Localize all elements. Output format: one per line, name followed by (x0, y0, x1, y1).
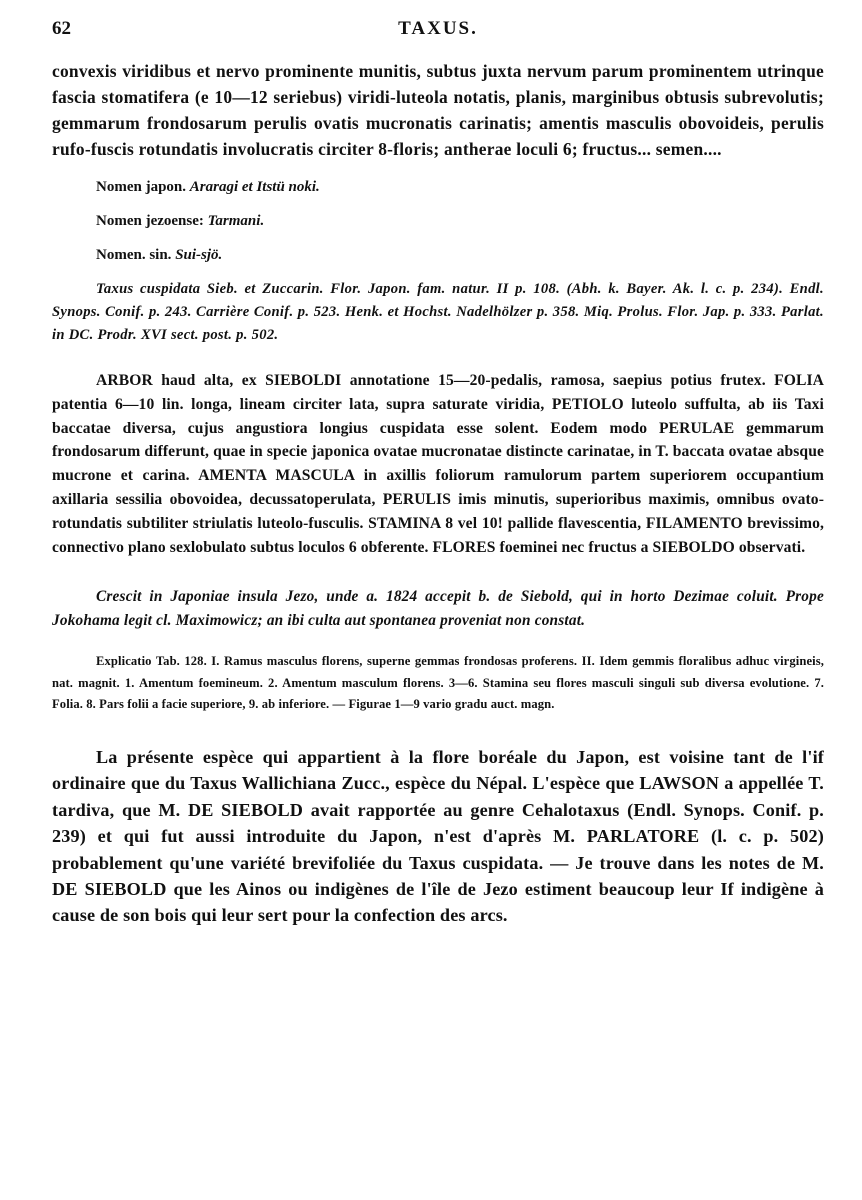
habitat-paragraph: Crescit in Japoniae insula Jezo, unde a. 1824 accepit b. de Siebold, qui in horto Dezimae coluit. Prope Jokohama legit cl. Maximowicz; an ibi culta aut spontanea proveniat non constat. (52, 588, 824, 630)
page-header (52, 18, 824, 48)
synonymy-paragraph: Taxus cuspidata Sieb. et Zuccarin. Flor. Japon. fam. natur. II p. 108. (Abh. k. Bayer. Ak. l. c. p. 234). Endl. Synops. Conif. p. 243. Carrière Conif. p. 523. Henk. et Hochst. Nadelhölzer p. 358. Miq. Prolus. Flor. Jap. p. 333. Parlat. in DC. Prodr. XVI sect. post. p. 502. (52, 281, 824, 343)
page-number: 62 (52, 18, 71, 39)
name-japanese-prefix: Nomen japon. (96, 179, 190, 195)
vernacular-names (96, 176, 824, 266)
name-chinese (96, 244, 824, 266)
name-japanese (96, 176, 824, 198)
name-japanese-value: Araragi et Itstü noki. (189, 179, 320, 195)
plate-explanation: Explicatio Tab. 128. I. Ramus masculus florens, superne gemmas frondosas proferens. II. Idem gemmis floralibus adhuc virgineis, nat. magnit. 1. Amentum foemineum. 2. Amentum masculum florens. 3—6. Stamina seu flores masculi singuli sub diversa evolutione. 7. Folia. 8. Pars folii a facie superiore, 9. ab inferiore. — Figurae 1—9 vario gradu auct. magn. (52, 654, 824, 712)
diagnosis-paragraph: convexis viridibus et nervo prominente munitis, subtus juxta nervum parum prominentem utrinque fascia stomatifera (e 10—12 seriebus) viridi-luteola notatis, planis, marginibus obtusis subrevolutis; gemmarum frondosarum perulis ovatis mucronatis carinatis; amentis masculis obovoideis, perulis rufo-fuscis rotundatis involucratis circiter 8-floris; antherae loculi 6; fructus... semen.... (52, 61, 824, 159)
name-chinese-value: Sui-sjö. (175, 247, 223, 263)
name-jezo-value: Tarmani. (207, 213, 265, 229)
running-head: TAXUS. (398, 18, 478, 39)
french-commentary: La présente espèce qui appartient à la flore boréale du Japon, est voisine tant de l'if ordinaire que du Taxus Wallichiana Zucc., espèce du Népal. L'espèce que LAWSON a appellée T. tardiva, que M. DE SIEBOLD avait rapportée au genre Cehalotaxus (Endl. Synops. Conif. p. 239) et qui fut aussi introduite du Japon, n'est d'après M. PARLATORE (l. c. p. 502) probablement qu'une variété brevifoliée du Taxus cuspidata. — Je trouve dans les notes de M. DE SIEBOLD que les Ainos ou indigènes de l'île de Jezo estiment beaucoup leur If indigène à cause de son bois qui leur sert pour la confection des arcs. (52, 746, 824, 926)
description-paragraph: ARBOR haud alta, ex SIEBOLDI annotatione 15—20-pedalis, ramosa, saepius potius frutex. FOLIA patentia 6—10 lin. longa, lineam circiter lata, supra saturate viridia, PETIOLO luteolo suffulta, ab iis Taxi baccatae diversa, cujus angustiora longius cuspidata esse solent. Eodem modo PERULAE gemmarum frondosarum differunt, quae in specie japonica ovatae mucronatae distincte carinatae, in T. baccata ovatae absque mucrone et carina. AMENTA MASCULA in axillis foliorum ramulorum partem superiorem occupantium axillaria sessilia obovoidea, decussatoperulata, PERULIS imis minutis, superioribus maximis, omnibus ovato-rotundatis subtiliter striulatis luteolo-fusculis. STAMINA 8 vel 10! pallide flavescentia, FILAMENTO brevissimo, connectivo plano sexlobulato subtus loculos 6 obferente. FLORES foeminei nec fructus a SIEBOLDO observati. (52, 372, 824, 556)
name-jezo-prefix: Nomen jezoense: (96, 213, 208, 229)
page (52, 18, 824, 929)
name-chinese-prefix: Nomen. sin. (96, 247, 176, 263)
name-jezo (96, 210, 824, 232)
